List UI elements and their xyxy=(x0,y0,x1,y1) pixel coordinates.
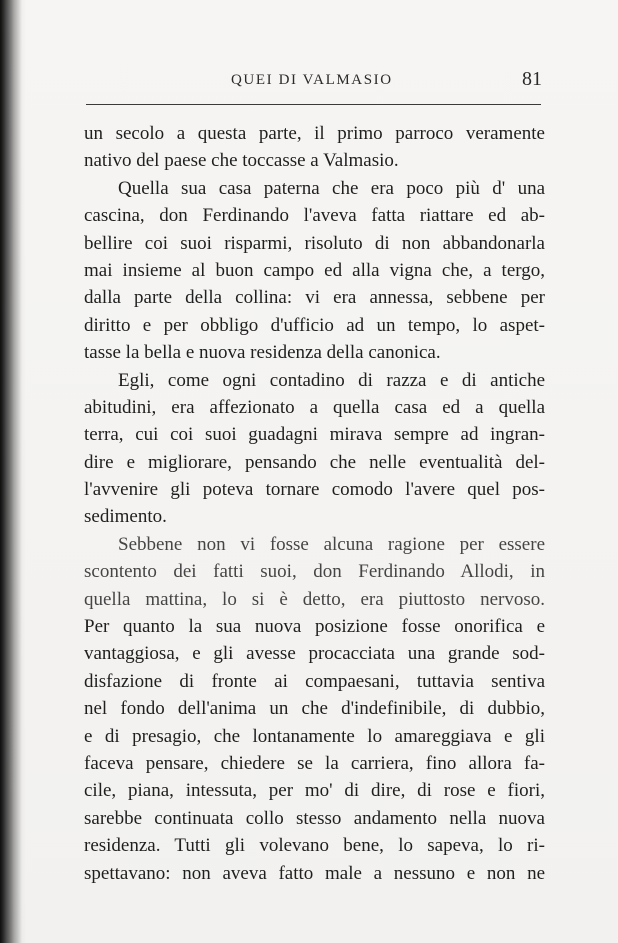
text-line: sarebbe continuata collo stesso andamento nella nuova xyxy=(84,807,545,829)
text-line: cascina, don Ferdinando l'aveva fatta riattare ed ab- xyxy=(84,205,545,227)
page-spine-shadow xyxy=(0,0,22,943)
text-line: nativo del paese che toccasse a Valmasio. xyxy=(84,150,399,172)
paragraph-start-line: Egli, come ogni contadino di razza e di antiche xyxy=(118,369,545,391)
text-line: spettavano: non aveva fatto male a nessuno e non ne xyxy=(84,862,545,884)
text-line: tasse la bella e nuova residenza della canonica. xyxy=(84,342,441,364)
text-line: quella mattina, lo si è detto, era piuttosto nervoso. xyxy=(84,588,545,610)
text-line: disfazione di fronte ai compaesani, tuttavia sentiva xyxy=(84,670,545,692)
paragraph-start-line: Quella sua casa paterna che era poco più d' una xyxy=(118,177,545,199)
text-line: cile, piana, intessuta, per mo' di dire, di rose e fiori, xyxy=(84,780,545,802)
header-rule xyxy=(86,104,541,105)
text-line: vantaggiosa, e gli avesse procacciata una grande sod- xyxy=(84,643,545,665)
text-line: terra, cui coi suoi guadagni mirava sempre ad ingran- xyxy=(84,424,545,446)
page-number: 81 xyxy=(522,68,542,90)
text-line: residenza. Tutti gli volevano bene, lo sapeva, lo ri- xyxy=(84,835,545,857)
text-line: abitudini, era affezionato a quella casa ed a quella xyxy=(84,396,545,418)
paragraph-start-line: Sebbene non vi fosse alcuna ragione per essere xyxy=(118,533,545,555)
text-line: e di presagio, che lontanamente lo amareggiava e gli xyxy=(84,725,545,747)
text-line: mai insieme al buon campo ed alla vigna che, a tergo, xyxy=(84,259,545,281)
text-line: dire e migliorare, pensando che nelle eventualità del- xyxy=(84,451,545,473)
text-line: faceva pensare, chiedere se la carriera, fino allora fa- xyxy=(84,752,545,774)
text-line: scontento dei fatti suoi, don Ferdinando Allodi, in xyxy=(84,561,545,583)
text-line: dalla parte della collina: vi era annessa, sebbene per xyxy=(84,287,545,309)
text-line: nel fondo dell'anima un che d'indefinibile, di dubbio, xyxy=(84,698,545,720)
text-line: l'avvenire gli poteva tornare comodo l'avere quel pos- xyxy=(84,479,545,501)
running-title: QUEI DI VALMASIO xyxy=(231,72,393,88)
text-line: Per quanto la sua nuova posizione fosse onorifica e xyxy=(84,616,545,638)
text-line: bellire coi suoi risparmi, risoluto di non abbandonarla xyxy=(84,232,545,254)
text-line: sedimento. xyxy=(84,506,167,528)
text-line: un secolo a questa parte, il primo parroco veramente xyxy=(84,123,545,144)
text-line: diritto e per obbligo d'ufficio ad un tempo, lo aspet- xyxy=(84,314,545,336)
running-header xyxy=(84,68,542,100)
body-text xyxy=(84,120,545,887)
